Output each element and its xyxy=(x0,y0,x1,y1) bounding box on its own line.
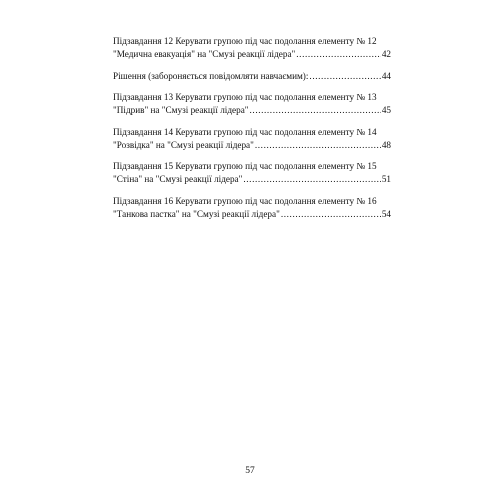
toc-entry-page-number: 48 xyxy=(381,139,391,150)
toc-entry-leader-line xyxy=(113,48,391,61)
page-number: 57 xyxy=(245,466,255,476)
toc-entry-leader-line xyxy=(113,139,391,152)
toc-entry-title: Підзавдання 14 Керувати групою під час подолання елементу № 14 xyxy=(113,126,377,137)
toc-entry-title-continued: "Танкова пастка" на "Смузі реакції лідера" xyxy=(113,208,280,219)
dot-leader xyxy=(281,208,381,221)
dot-leader xyxy=(296,48,381,61)
dot-leader xyxy=(243,173,380,186)
toc-entry-title-continued: "Розвідка" на "Смузі реакції лідера" xyxy=(113,139,254,150)
toc-entry-title: Рішення (забороняється повідомляти навчаємим): xyxy=(113,70,309,81)
dot-leader xyxy=(255,139,381,152)
toc-entry-title: Підзавдання 13 Керувати групою під час подолання елементу № 13 xyxy=(113,92,377,102)
toc-entry-page-number: 51 xyxy=(381,174,391,184)
toc-entry-page-number: 54 xyxy=(381,208,391,219)
toc-entry-page-number: 42 xyxy=(381,49,391,59)
dot-leader xyxy=(309,70,380,83)
toc-entry-leader-line xyxy=(113,173,391,186)
dot-leader xyxy=(250,104,381,117)
toc-entry xyxy=(113,70,391,83)
toc-entry xyxy=(113,126,391,152)
toc-entry-leader-line xyxy=(113,208,391,221)
toc-entry xyxy=(113,91,391,117)
toc-entry-leader-line xyxy=(113,104,391,117)
toc-entry-page-number: 45 xyxy=(381,105,391,115)
toc-entry-title: Підзавдання 15 Керувати групою під час подолання елементу № 15 xyxy=(113,161,377,171)
toc-entry xyxy=(113,195,391,221)
toc-entry-page-number: 44 xyxy=(381,70,391,81)
toc-entry xyxy=(113,160,391,186)
toc-entry-title-continued: "Медична евакуація" на "Смузі реакції лідера" xyxy=(113,49,296,59)
toc-entry-title-continued: "Стіна" на "Смузі реакції лідера" xyxy=(113,174,243,184)
toc-entry-title: Підзавдання 16 Керувати групою під час подолання елементу № 16 xyxy=(113,195,377,206)
toc-entry-title-continued: "Підрив" на "Смузі реакції лідера" xyxy=(113,105,249,115)
table-of-contents xyxy=(113,35,391,229)
toc-entry xyxy=(113,35,391,61)
toc-entry-title: Підзавдання 12 Керувати групою під час подолання елементу № 12 xyxy=(113,36,377,46)
toc-entry-leader-line xyxy=(113,70,391,83)
